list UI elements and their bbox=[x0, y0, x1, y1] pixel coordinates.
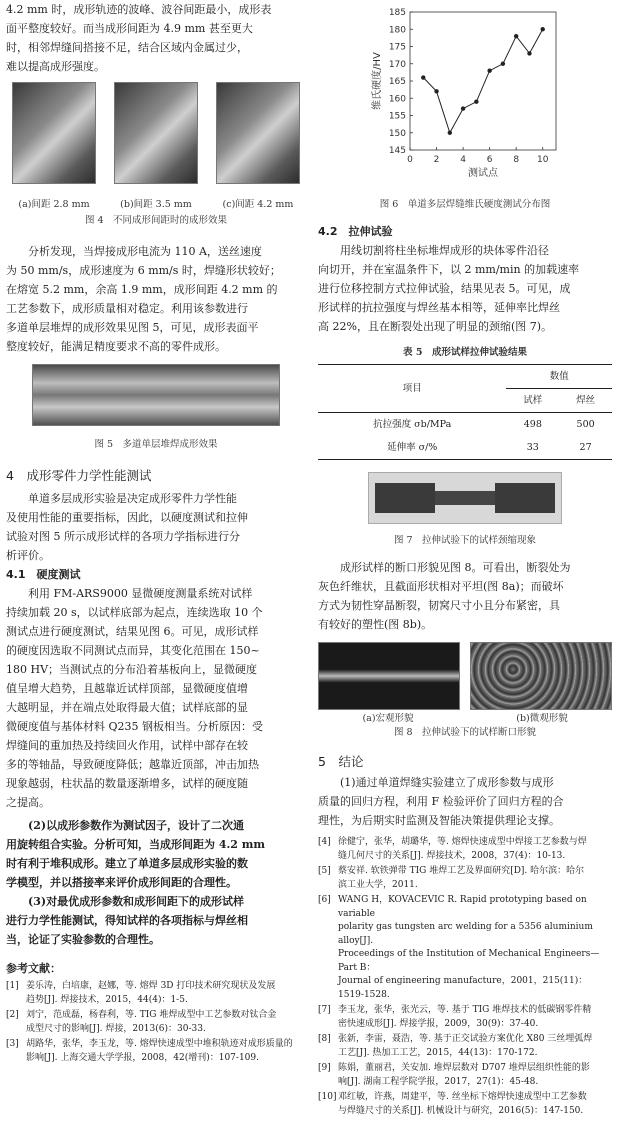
text-line: 高 22%，且在断裂处出现了明显的颈缩(图 7)。 bbox=[318, 320, 553, 333]
x-tick-label: 4 bbox=[460, 155, 466, 165]
references-title: 参考文献： bbox=[6, 962, 61, 975]
text-line: 面平整度较好。而当成形间距为 4.9 mm 甚至更大 bbox=[6, 22, 253, 35]
text-line: 现象越弱，柱状晶的数量逐渐增多，试样的硬度随 bbox=[6, 777, 248, 790]
data-point bbox=[501, 62, 505, 66]
text-line: 的硬度因选取不同测试点而异，其变化范围在 150~ bbox=[6, 644, 260, 657]
text-line: 进行力学性能测试，得知试样的各项指标与焊丝相 bbox=[6, 914, 248, 927]
y-axis-label: 维氏硬度/HV bbox=[372, 52, 383, 110]
weld-photo-a bbox=[12, 82, 96, 184]
reference-item: [2] 刘宁，范成磊，杨春利，等. TIG 堆焊成型中工艺参数对钛合金 成型尺寸的影响[J]. 焊接，2013(6)：30-33. bbox=[6, 1010, 277, 1034]
x-tick-label: 0 bbox=[407, 155, 413, 165]
fig8-caption: 图 8 拉伸试验下的试样断口形貌 bbox=[393, 727, 537, 738]
x-tick-label: 6 bbox=[486, 155, 493, 165]
text-line: 测试点进行硬度测试，结果见图 6。可见，成形试样 bbox=[6, 625, 259, 638]
text-line: 持续加载 20 s，以试样底部为起点，连续选取 10 个 bbox=[6, 606, 263, 619]
tensile-specimen-photo bbox=[368, 472, 562, 524]
text-line: (2)以成形参数作为测试因子，设计了二次通 bbox=[28, 819, 245, 832]
table-row: 延伸率 σ/% 33 27 bbox=[318, 436, 612, 460]
text-line: (3)对最优成形参数和成形间距下的成形试样 bbox=[28, 895, 245, 908]
table5-title: 表 5 成形试样拉伸试验结果 bbox=[403, 347, 527, 358]
table-header-wire: 焊丝 bbox=[576, 395, 596, 406]
text-line: 成形试样的断口形貌见图 8。可看出，断裂处为 bbox=[340, 561, 571, 574]
weld-photo-c bbox=[216, 82, 300, 184]
table-header-value: 数值 bbox=[506, 365, 612, 389]
subsection-4-1-text bbox=[6, 584, 306, 812]
section-4-text bbox=[6, 489, 306, 565]
text-line: 时，相邻焊缝间搭接不足，结合区域内金属过少， bbox=[6, 41, 248, 54]
text-line: 向切开，并在室温条件下，以 2 mm/min 的加载速率 bbox=[318, 263, 580, 276]
hardness-line-chart bbox=[318, 0, 612, 192]
reference-item: [9] 陈娟，董丽君，关安加. 堆焊层数对 D707 堆焊层组织性能的影 响[J]. 湖南工程学院学报，2017，27(1)：45-48. bbox=[318, 1063, 590, 1087]
x-tick-label: 10 bbox=[537, 155, 549, 165]
data-point bbox=[514, 34, 518, 38]
references-right bbox=[318, 836, 612, 1118]
text-line: 大越明显，并在端点处取得最大值；试样底部的显 bbox=[6, 701, 248, 714]
text-line: 用线切割将柱坐标堆焊成形的块体零件沿径 bbox=[340, 244, 549, 257]
text-line: 多的等轴晶，导致硬度降低；越靠近顶部，冲击加热 bbox=[6, 758, 259, 771]
text-line: 为 50 mm/s，成形速度为 6 mm/s 时，焊缝形状较好； bbox=[6, 264, 281, 277]
table-header-sample: 试样 bbox=[523, 395, 543, 406]
text-line: 质量的回归方程，利用 F 检验评价了回归方程的合 bbox=[318, 795, 564, 808]
data-point bbox=[461, 106, 465, 110]
text-line: 难以提高成形强度。 bbox=[6, 60, 105, 73]
text-line: 在熔宽 5.2 mm，余高 1.9 mm，成形间距 4.2 mm 的 bbox=[6, 283, 278, 296]
conclusion-continued bbox=[6, 816, 306, 949]
intro-paragraph bbox=[6, 0, 306, 76]
left-column bbox=[6, 0, 306, 1067]
text-line: 方式为韧性穿晶断裂，韧窝尺寸小且分布紧密，具 bbox=[318, 599, 560, 612]
text-line: 及使用性能的重要指标，因此，以硬度测试和拉伸 bbox=[6, 511, 248, 524]
fig4-subcaption-b: (b)间距 3.5 mm bbox=[120, 199, 192, 210]
fig4-subcaption-c: (c)间距 4.2 mm bbox=[222, 199, 294, 210]
weld-photo-b bbox=[114, 82, 198, 184]
reference-item: [7] 李玉龙，张华，张光云，等. 基于 TIG 堆焊技术的低碳钢零件精 密快速成形[J]. 焊接学报，2009，30(9)：37-40. bbox=[318, 1005, 592, 1029]
text-line: (1)通过单道焊缝实验建立了成形参数与成形 bbox=[340, 776, 554, 789]
data-point bbox=[434, 89, 438, 93]
paragraph-analysis bbox=[6, 242, 306, 356]
reference-item: [3] 胡路华，张华，李玉龙，等. 熔焊快速成型中堆积轨迹对成形质量的 影响[J]. 上海交通大学学报，2008，42(增刊)：107-109. bbox=[6, 1039, 293, 1063]
text-line: 值呈增大趋势，且越靠近试样顶部，显微硬度值增 bbox=[6, 682, 248, 695]
text-line: 灰色纤维状，且截面形状相对平坦(图 8a)；而破坏 bbox=[318, 580, 564, 593]
y-tick-label: 160 bbox=[388, 94, 406, 105]
y-tick-label: 165 bbox=[388, 77, 406, 87]
data-point bbox=[541, 27, 545, 31]
table-row: 抗拉强度 σb/MPa 498 500 bbox=[373, 419, 595, 430]
weld-multipass-photo bbox=[32, 364, 280, 426]
figure-6 bbox=[318, 0, 612, 212]
text-line: 之提高。 bbox=[6, 796, 50, 809]
text-line: 单道多层成形实验是决定成形零件力学性能 bbox=[28, 492, 237, 505]
fig8-subcaption-b: (b)微观形貌 bbox=[516, 713, 568, 724]
text-line: 多道单层堆焊的成形效果见图 5，可见，成形表面平 bbox=[6, 321, 259, 334]
reference-item: [1] 姜乐涛，白培康，赵娜，等. 熔焊 3D 打印技术研究现状及发展 趋势[J]. 焊接技术，2015，44(4)：1-5. bbox=[6, 981, 276, 1005]
paragraph-fracture bbox=[318, 558, 612, 634]
section-4-title: 4 成形零件力学性能测试 bbox=[6, 468, 152, 483]
section-5-title: 5 结论 bbox=[318, 754, 364, 769]
data-point bbox=[448, 131, 452, 135]
subsection-4-2-title: 4.2 拉伸试验 bbox=[318, 225, 393, 238]
fig7-caption: 图 7 拉伸试验下的试样颈缩现象 bbox=[393, 535, 537, 546]
text-line: 形试样的抗拉强度与焊丝基本相等，延伸率比焊丝 bbox=[318, 301, 560, 314]
micro-fracture-photo bbox=[470, 642, 612, 710]
text-line: 进行位移控制方式拉伸试验，结果见表 5。可见，成 bbox=[318, 282, 571, 295]
y-tick-label: 180 bbox=[388, 25, 406, 36]
table-header-item: 项目 bbox=[318, 365, 506, 413]
text-line: 利用 FM-ARS9000 显微硬度测量系统对试样 bbox=[28, 587, 253, 600]
subsection-4-1-title: 4.1 硬度测试 bbox=[6, 568, 81, 581]
fig5-caption: 图 5 多道单层堆焊成形效果 bbox=[94, 439, 218, 450]
data-point bbox=[487, 68, 491, 72]
figure-5 bbox=[6, 364, 306, 452]
x-axis-label: 测试点 bbox=[468, 168, 498, 179]
plot-frame bbox=[410, 12, 556, 150]
figure-7 bbox=[318, 472, 612, 548]
y-tick-label: 155 bbox=[388, 111, 406, 122]
y-tick-label: 150 bbox=[388, 128, 406, 139]
text-line: 工艺参数下，成形质量相对稳定。利用该参数进行 bbox=[6, 302, 248, 315]
section-5-text bbox=[318, 773, 612, 830]
reference-item: [8] 张新，李雷，聂浩，等. 基于正交试验方案优化 X80 三丝埋弧焊 工艺[J]. 热加工工艺，2015，44(13)：170-172. bbox=[318, 1034, 593, 1058]
y-tick-label: 145 bbox=[388, 146, 406, 156]
y-tick-label: 185 bbox=[388, 8, 406, 18]
data-point bbox=[527, 51, 531, 55]
text-line: 当，论证了实验参数的合理性。 bbox=[6, 933, 160, 946]
x-tick-label: 2 bbox=[433, 155, 440, 165]
text-line: 析评价。 bbox=[6, 549, 50, 562]
reference-item: [5] 蔡安祥. 软铁弹带 TIG 堆焊工艺及界面研究[D]. 哈尔滨：哈尔 滨工业大学，2011. bbox=[318, 866, 585, 890]
text-line: 微硬度值与基体材料 Q235 钢板相当。分析原因：受 bbox=[6, 720, 264, 733]
y-tick-label: 175 bbox=[388, 42, 406, 53]
data-point bbox=[474, 100, 478, 104]
series-line-hardness bbox=[423, 29, 542, 133]
fig4-subcaption-a: (a)间距 2.8 mm bbox=[18, 199, 90, 210]
text-line: 有较好的塑性(图 8b)。 bbox=[318, 618, 433, 631]
figure-8 bbox=[318, 642, 612, 740]
text-line: 理性，为后期实时监测及智能决策提供理论支撑。 bbox=[318, 814, 560, 827]
text-line: 学模型，并以搭接率来评价成形间距的合理性。 bbox=[6, 876, 237, 889]
text-line: 用旋转组合实验。分析可知，当成形间距为 4.2 mm bbox=[6, 838, 266, 851]
text-line: 4.2 mm 时，成形轨迹的波峰、波谷间距最小，成形表 bbox=[6, 3, 272, 16]
text-line: 整度较好，能满足精度要求不高的零件成形。 bbox=[6, 340, 226, 353]
fig8-subcaption-a: (a)宏观形貌 bbox=[362, 713, 414, 724]
reference-item: [6] WANG H，KOVACEVIC R. Rapid prototyping based on variable polarity gas tungsten arc welding for a 5356 aluminium alloy[J]. Proceedings of the Institution of Mechanical Engineers—Part B： Journal of engineering manufacture，2001，215(11)：1519-1528. bbox=[318, 895, 600, 1000]
subsection-4-2-text bbox=[318, 241, 612, 336]
y-tick-label: 170 bbox=[388, 59, 406, 70]
text-line: 试验对图 5 所示成形试样的各项力学指标进行分 bbox=[6, 530, 240, 543]
right-column bbox=[318, 0, 612, 1120]
text-line: 分析发现，当焊接成形电流为 110 A，送丝速度 bbox=[28, 245, 262, 258]
text-line: 焊缝间的重加热及持续回火作用，试样中部存在较 bbox=[6, 739, 248, 752]
fig4-caption: 图 4 不同成形间距时的成形效果 bbox=[84, 215, 228, 226]
data-point bbox=[421, 75, 425, 79]
reference-item: [4] 徐健宁，张华，胡璐华，等. 熔焊快速成型中焊接工艺参数与焊 缝几何尺寸的关系[J]. 焊接技术，2008，37(4)：10-13. bbox=[318, 837, 587, 861]
table-5 bbox=[318, 346, 612, 460]
text-line: 时有利于堆积成形。建立了单道多层成形实验的数 bbox=[6, 857, 248, 870]
references-left bbox=[6, 959, 306, 1065]
text-line: 180 HV；当测试点的分布沿着基板向上，显微硬度 bbox=[6, 663, 258, 676]
fig6-caption: 图 6 单道多层焊缝维氏硬度测试分布图 bbox=[379, 199, 551, 210]
x-tick-label: 8 bbox=[513, 155, 520, 165]
macro-fracture-photo bbox=[318, 642, 460, 710]
tensile-results-table bbox=[318, 364, 612, 460]
reference-item: [10] 邓红敏，许燕，周建平，等. 丝坐标下熔焊快速成型中工艺参数 与焊缝尺寸的关系[J]. 机械设计与研究，2016(5)：147-150. bbox=[318, 1092, 587, 1116]
figure-4 bbox=[6, 82, 306, 228]
